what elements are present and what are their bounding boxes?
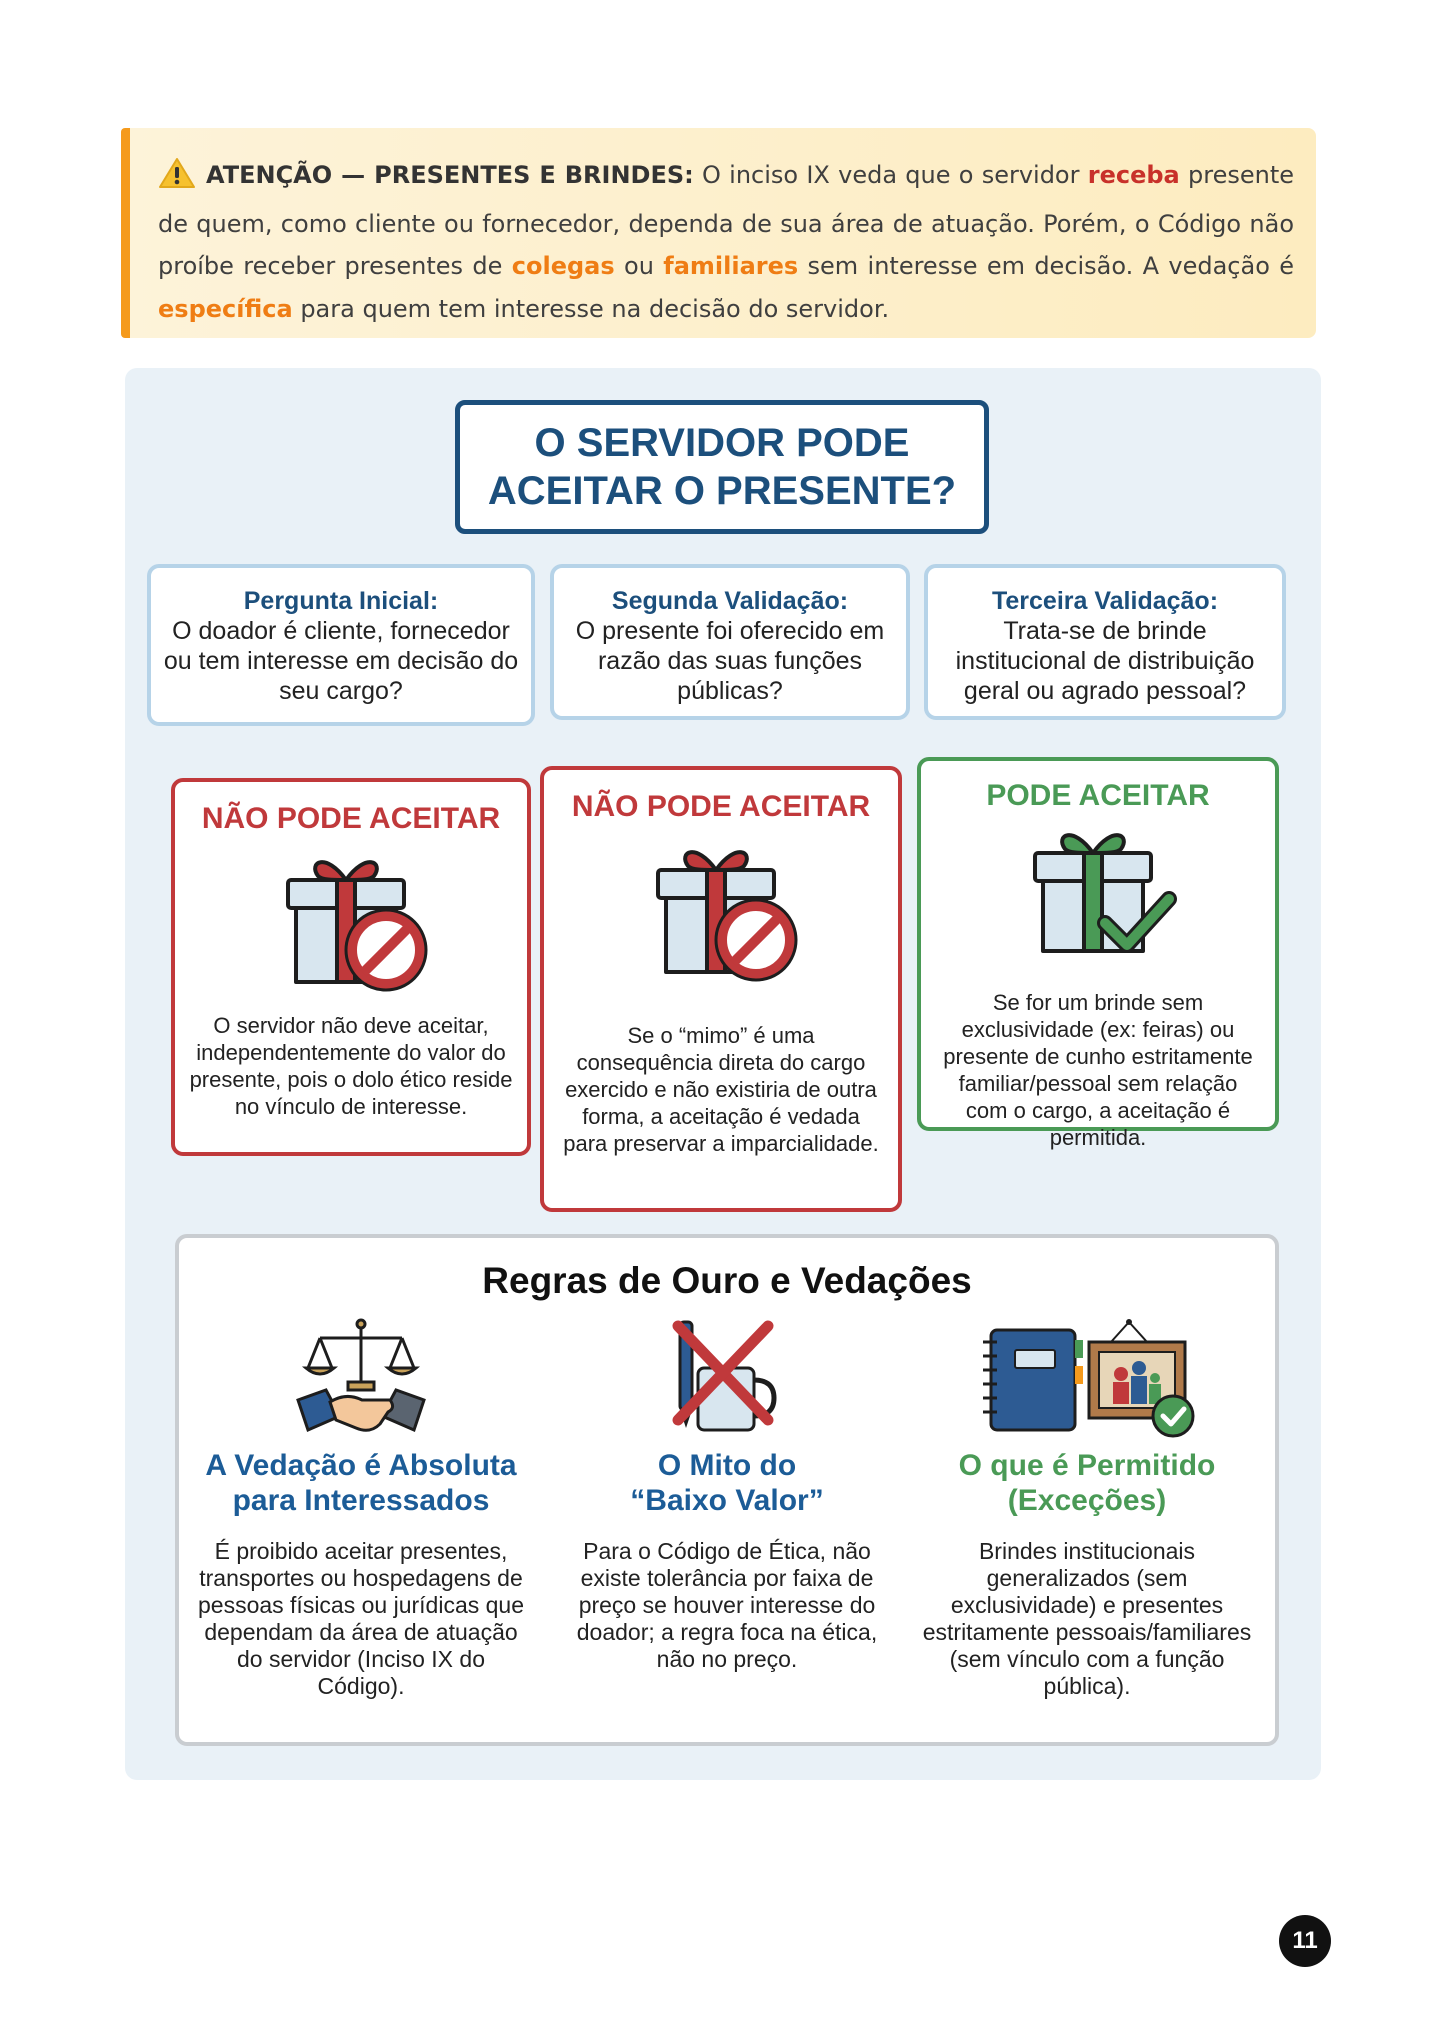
callout-highlight-familiares: familiares [663,252,799,280]
rule-title-line-1: A Vedação é Absoluta [205,1449,517,1482]
rule-title-line-1: O que é Permitido [958,1449,1216,1482]
gift-prohibited-icon [636,832,806,982]
callout-text-5: para quem tem interesse na decisão do servidor. [292,294,890,323]
infographic-panel [125,368,1321,1780]
result-cannot-accept-2 [540,766,902,1212]
question-text: O doador é cliente, fornecedor ou tem interesse em decisão do seu cargo? [163,617,519,705]
question-second [550,564,910,720]
question-text: Trata-se de brinde institucional de distribuição geral ou agrado pessoal? [955,617,1255,705]
scales-handshake-icon [296,1316,426,1442]
callout-highlight-especifica: específica [158,294,293,323]
attention-callout [121,128,1316,338]
result-title: NÃO PODE ACEITAR [571,790,871,823]
title-line-2: ACEITAR O PRESENTE? [487,469,957,513]
result-title: PODE ACEITAR [986,779,1210,812]
callout-highlight-receba: receba [1087,161,1180,189]
question-third [924,564,1286,720]
callout-label: ATENÇÃO — PRESENTES E BRINDES: [206,161,694,189]
question-title: Segunda Validação: [611,587,849,615]
rule-text: É proibido aceitar presentes, transportes ou hospedagens de pessoas físicas ou jurídicas que dependam da área de atuação do servidor (Inciso IX do Código). [197,1538,524,1699]
callout-text-1: O inciso IX veda que o servidor [693,161,1088,189]
notebook-family-photo-icon [977,1316,1197,1442]
rule-low-value-myth [557,1316,897,1673]
callout-text-2: presente de quem, como cliente ou fornecedor, dependa de sua área de atuação. Porém, o Código não proíbe receber presentes de [158,161,1295,280]
callout-text-4: sem interesse em decisão. A vedação é [798,252,1295,280]
crossed-pen-mug-icon [662,1316,792,1442]
golden-rules-box [175,1234,1279,1746]
warning-icon [158,157,196,203]
question-text: O presente foi oferecido em razão das suas funções públicas? [575,617,885,705]
callout-highlight-colegas: colegas [511,252,615,280]
result-cannot-accept-1 [171,778,531,1156]
question-title: Pergunta Inicial: [243,587,439,615]
rule-text: Para o Código de Ética, não existe tolerância por faixa de preço se houver interesse do doador; a regra foca na ética, não no preço. [576,1538,878,1672]
rule-title-line-1: O Mito do [657,1449,797,1482]
page-number: 11 [1279,1915,1331,1967]
result-text: Se for um brinde sem exclusividade (ex: feiras) ou presente de cunho estritamente familiar/pessoal sem relação com o cargo, a aceitação é permitida. [943,990,1253,1150]
question-initial [147,564,535,726]
rule-absolute-prohibition [191,1316,531,1700]
result-text: O servidor não deve aceitar, independentemente do valor do presente, pois o dolo ético reside no vínculo de interesse. [189,1013,513,1119]
result-can-accept [917,757,1279,1150]
rule-text: Brindes institucionais generalizados (sem exclusividade) e presentes estritamente pessoais/familiares (sem vínculo com a função pública). [922,1538,1252,1699]
infographic-title [455,400,989,534]
gift-check-icon [1013,819,1183,959]
callout-text-3: ou [614,252,664,280]
rule-exceptions [917,1316,1257,1700]
title-line-1: O SERVIDOR PODE [534,421,910,465]
rules-title: Regras de Ouro e Vedações [482,1260,972,1301]
gift-prohibited-icon [266,842,436,992]
result-text: Se o “mimo” é uma consequência direta do cargo exercido e não existiria de outra forma, a aceitação é vedada para preservar a imparcialidade. [563,1023,879,1156]
rule-title-line-2: (Exceções) [1007,1484,1167,1517]
result-title: NÃO PODE ACEITAR [201,802,501,835]
rule-title-line-2: “Baixo Valor” [630,1484,824,1517]
question-title: Terceira Validação: [991,587,1219,615]
rule-title-line-2: para Interessados [232,1484,490,1517]
